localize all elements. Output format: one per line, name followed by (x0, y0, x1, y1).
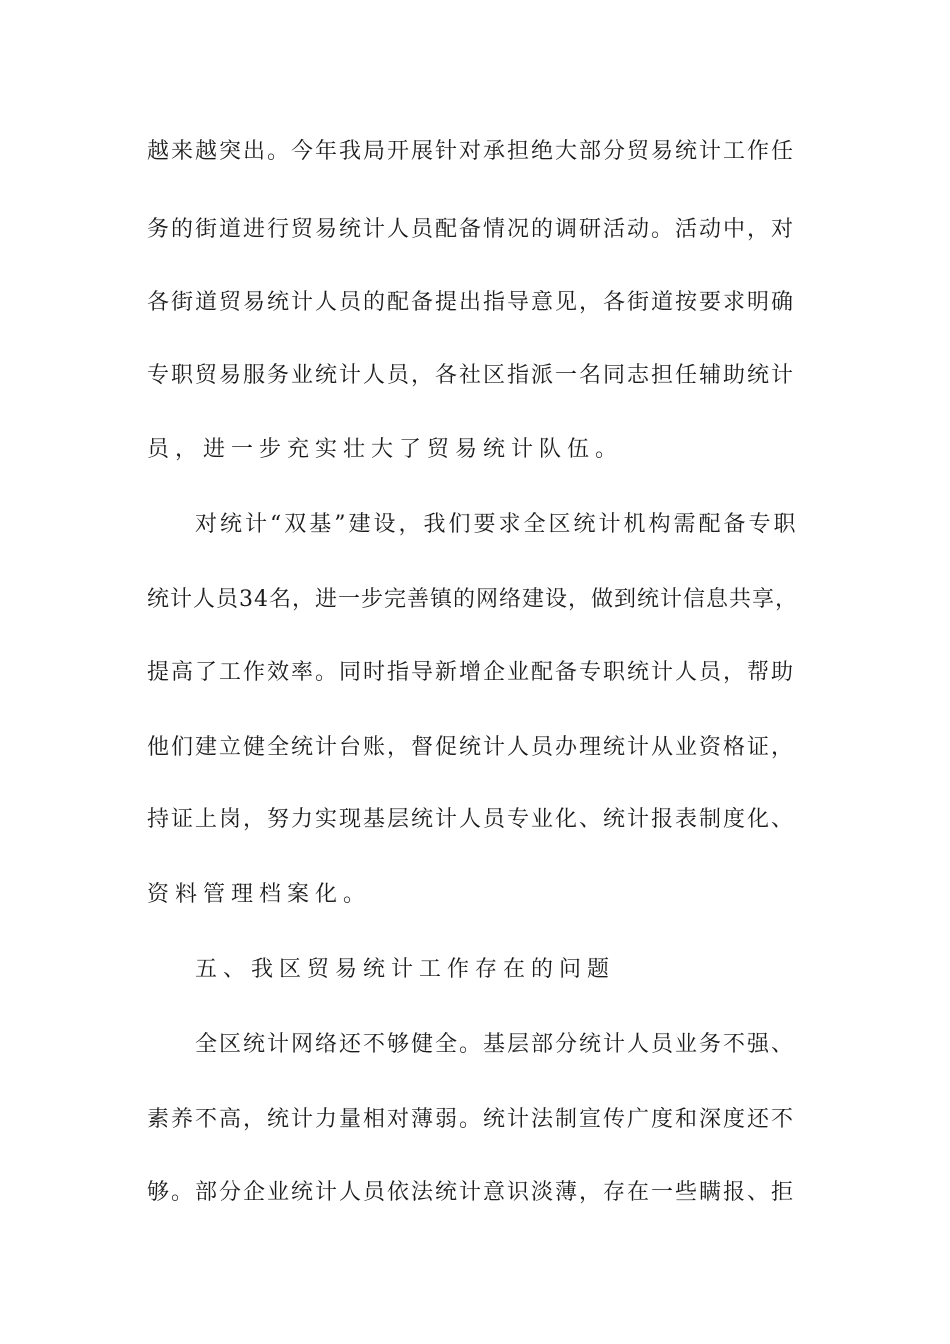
text-line: 务的街道进行贸易统计人员配备情况的调研活动。活动中，对 (147, 217, 796, 242)
text-line: 素养不高，统计力量相对薄弱。统计法制宣传广度和深度还不 (147, 1107, 796, 1132)
text-line: 持证上岗，努力实现基层统计人员专业化、统计报表制度化、 (147, 807, 796, 832)
text-line: 他们建立健全统计台账，督促统计人员办理统计从业资格证， (147, 735, 796, 760)
text-line: 提高了工作效率。同时指导新增企业配备专职统计人员，帮助 (147, 660, 796, 685)
text-line: 专职贸易服务业统计人员，各社区指派一名同志担任辅助统计 (147, 363, 796, 388)
text-line: 资料管理档案化。 (147, 882, 372, 907)
text-line: 统计人员34名，进一步完善镇的网络建设，做到统计信息共享， (147, 587, 798, 612)
text-line: 全区统计网络还不够健全。基层部分统计人员业务不强、 (195, 1032, 796, 1057)
text-line: 员，进一步充实壮大了贸易统计队伍。 (147, 437, 624, 462)
text-line: 越来越突出。今年我局开展针对承担绝大部分贸易统计工作任 (147, 139, 796, 164)
text-line: 各街道贸易统计人员的配备提出指导意见，各街道按要求明确 (147, 290, 796, 315)
text-line: 够。部分企业统计人员依法统计意识淡薄，存在一些瞒报、拒 (147, 1180, 796, 1205)
text-line: 对统计“双基”建设，我们要求全区统计机构需配备专职 (195, 512, 799, 537)
section-heading: 五、我区贸易统计工作存在的问题 (195, 957, 616, 982)
